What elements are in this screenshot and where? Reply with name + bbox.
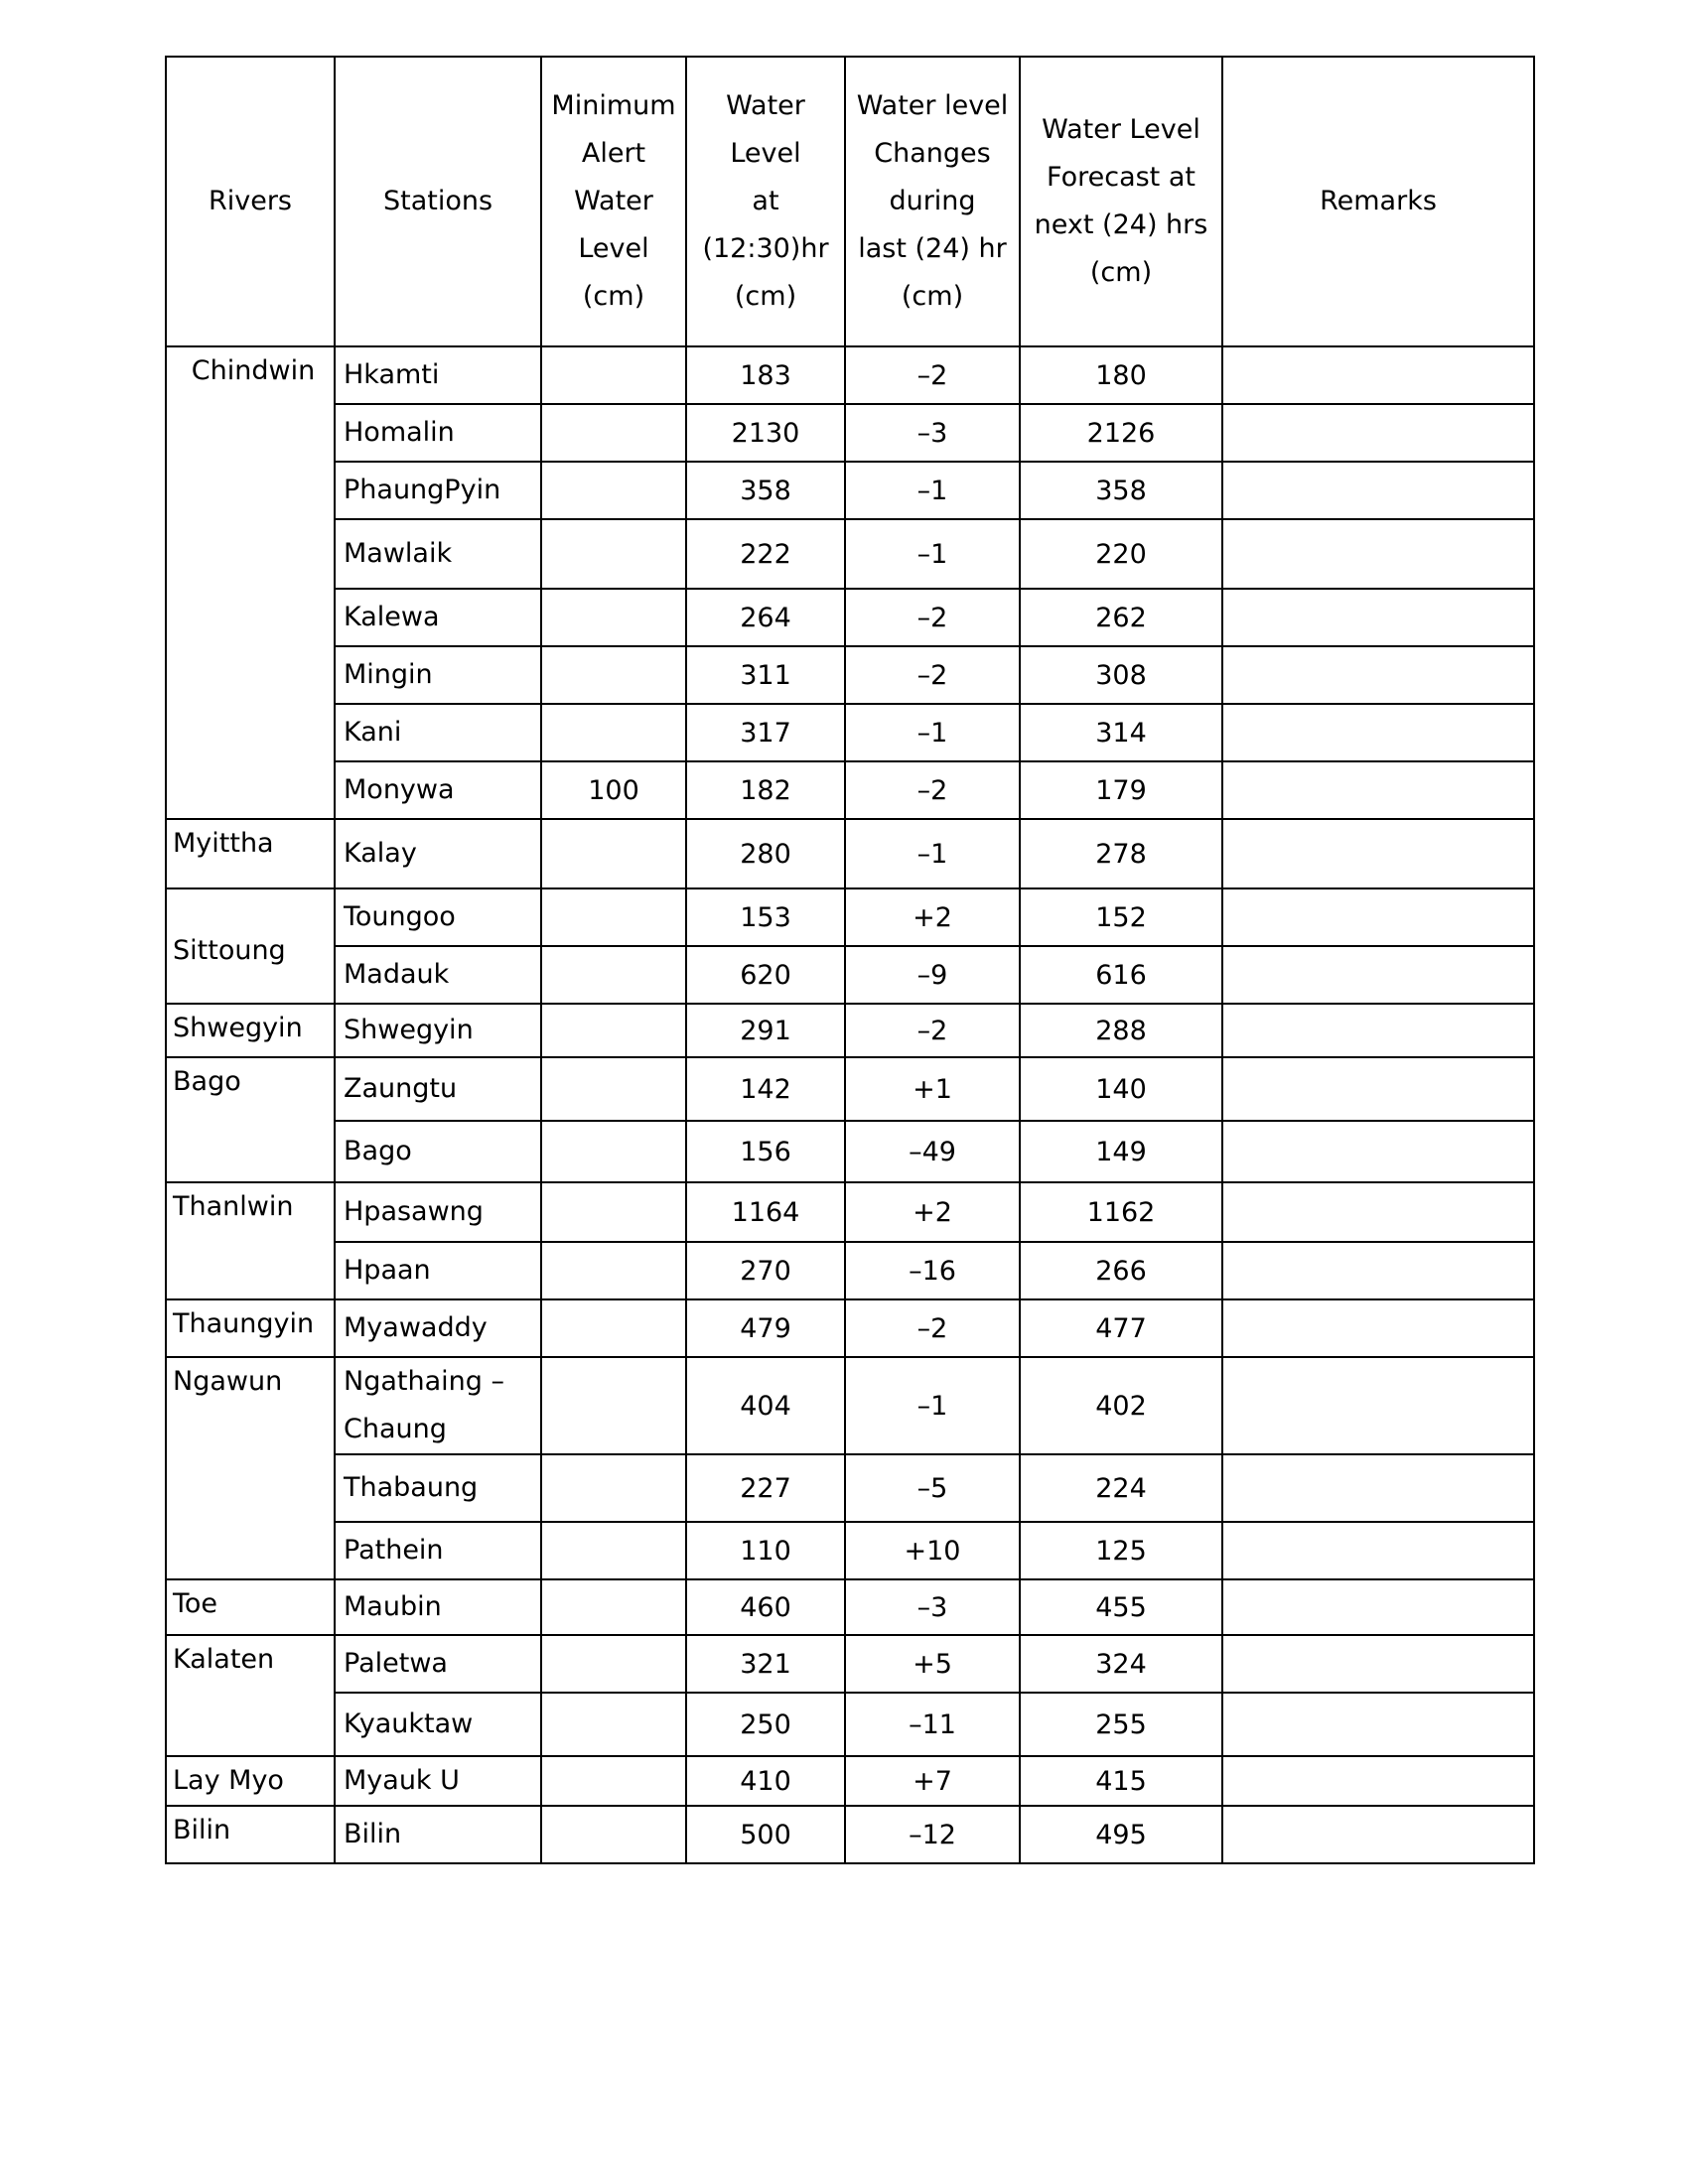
alert-level-cell <box>541 589 686 646</box>
station-cell: Myawaddy <box>335 1299 541 1357</box>
remarks-cell <box>1222 1299 1534 1357</box>
station-cell: Bago <box>335 1121 541 1182</box>
table-row <box>166 1454 1534 1522</box>
alert-level-cell <box>541 404 686 462</box>
level-change-cell: –49 <box>845 1121 1020 1182</box>
header-water-level: Water Level at (12:30)hr (cm) <box>686 57 845 346</box>
alert-level-cell <box>541 646 686 704</box>
table-row <box>166 946 1534 1004</box>
water-level-cell: 142 <box>686 1057 845 1121</box>
alert-level-cell <box>541 1299 686 1357</box>
forecast-cell: 358 <box>1020 462 1222 519</box>
water-level-cell: 291 <box>686 1004 845 1057</box>
station-cell: Hpaan <box>335 1242 541 1299</box>
remarks-cell <box>1222 1454 1534 1522</box>
level-change-cell: –3 <box>845 404 1020 462</box>
water-level-cell: 280 <box>686 819 845 888</box>
forecast-cell: 324 <box>1020 1635 1222 1693</box>
alert-level-cell <box>541 704 686 761</box>
forecast-cell: 224 <box>1020 1454 1222 1522</box>
level-change-cell: –2 <box>845 1004 1020 1057</box>
table-row <box>166 462 1534 519</box>
alert-level-cell <box>541 888 686 946</box>
station-cell: Pathein <box>335 1522 541 1579</box>
station-cell: Maubin <box>335 1579 541 1635</box>
table-row <box>166 1635 1534 1693</box>
level-change-cell: –1 <box>845 1357 1020 1454</box>
level-change-cell: –1 <box>845 819 1020 888</box>
water-level-cell: 620 <box>686 946 845 1004</box>
header-forecast: Water Level Forecast at next (24) hrs (cm) <box>1020 57 1222 346</box>
level-change-cell: –1 <box>845 704 1020 761</box>
remarks-cell <box>1222 1057 1534 1121</box>
forecast-cell: 262 <box>1020 589 1222 646</box>
forecast-cell: 2126 <box>1020 404 1222 462</box>
remarks-cell <box>1222 1693 1534 1756</box>
forecast-cell: 278 <box>1020 819 1222 888</box>
alert-level-cell <box>541 1121 686 1182</box>
table-row <box>166 404 1534 462</box>
river-cell: Toe <box>166 1579 335 1635</box>
alert-level-cell <box>541 462 686 519</box>
level-change-cell: –11 <box>845 1693 1020 1756</box>
station-cell: Mingin <box>335 646 541 704</box>
forecast-cell: 140 <box>1020 1057 1222 1121</box>
table-row <box>166 888 1534 946</box>
level-change-cell: –2 <box>845 646 1020 704</box>
remarks-cell <box>1222 1579 1534 1635</box>
station-cell: Madauk <box>335 946 541 1004</box>
table-row <box>166 646 1534 704</box>
remarks-cell <box>1222 346 1534 404</box>
header-row <box>166 57 1534 346</box>
water-level-cell: 358 <box>686 462 845 519</box>
table-row <box>166 589 1534 646</box>
level-change-cell: –5 <box>845 1454 1020 1522</box>
level-change-cell: –2 <box>845 589 1020 646</box>
forecast-cell: 455 <box>1020 1579 1222 1635</box>
station-cell: Myauk U <box>335 1756 541 1806</box>
remarks-cell <box>1222 761 1534 819</box>
forecast-cell: 152 <box>1020 888 1222 946</box>
table-row <box>166 1182 1534 1242</box>
table-row <box>166 1579 1534 1635</box>
table-row <box>166 1522 1534 1579</box>
river-cell: Bago <box>166 1057 335 1182</box>
level-change-cell: +7 <box>845 1756 1020 1806</box>
station-cell: Kani <box>335 704 541 761</box>
station-cell: Hpasawng <box>335 1182 541 1242</box>
table-row <box>166 346 1534 404</box>
header-rivers: Rivers <box>166 57 335 346</box>
station-cell: Kyauktaw <box>335 1693 541 1756</box>
river-cell: Myittha <box>166 819 335 888</box>
water-level-cell: 404 <box>686 1357 845 1454</box>
river-cell: Thaungyin <box>166 1299 335 1357</box>
table-row <box>166 1693 1534 1756</box>
alert-level-cell <box>541 1454 686 1522</box>
level-change-cell: –12 <box>845 1806 1020 1863</box>
remarks-cell <box>1222 404 1534 462</box>
water-level-cell: 227 <box>686 1454 845 1522</box>
river-cell: Bilin <box>166 1806 335 1863</box>
remarks-cell <box>1222 1182 1534 1242</box>
remarks-cell <box>1222 1756 1534 1806</box>
remarks-cell <box>1222 1004 1534 1057</box>
level-change-cell: –2 <box>845 1299 1020 1357</box>
remarks-cell <box>1222 589 1534 646</box>
remarks-cell <box>1222 1357 1534 1454</box>
water-level-cell: 222 <box>686 519 845 589</box>
remarks-cell <box>1222 646 1534 704</box>
level-change-cell: +1 <box>845 1057 1020 1121</box>
river-cell: Kalaten <box>166 1635 335 1756</box>
level-change-cell: –2 <box>845 761 1020 819</box>
water-level-cell: 110 <box>686 1522 845 1579</box>
level-change-cell: –2 <box>845 346 1020 404</box>
forecast-cell: 616 <box>1020 946 1222 1004</box>
water-level-cell: 321 <box>686 1635 845 1693</box>
station-cell: Hkamti <box>335 346 541 404</box>
table-row <box>166 704 1534 761</box>
alert-level-cell <box>541 1357 686 1454</box>
table-row <box>166 1004 1534 1057</box>
remarks-cell <box>1222 946 1534 1004</box>
table-body <box>166 346 1534 1863</box>
water-level-cell: 479 <box>686 1299 845 1357</box>
river-cell: Thanlwin <box>166 1182 335 1299</box>
forecast-cell: 314 <box>1020 704 1222 761</box>
water-level-table <box>165 56 1535 1864</box>
alert-level-cell <box>541 946 686 1004</box>
table-row <box>166 1057 1534 1121</box>
alert-level-cell <box>541 1182 686 1242</box>
station-cell: Kalewa <box>335 589 541 646</box>
alert-level-cell <box>541 1242 686 1299</box>
table-row <box>166 1242 1534 1299</box>
level-change-cell: –16 <box>845 1242 1020 1299</box>
remarks-cell <box>1222 1635 1534 1693</box>
station-cell: Kalay <box>335 819 541 888</box>
table-row <box>166 1357 1534 1454</box>
remarks-cell <box>1222 1121 1534 1182</box>
alert-level-cell <box>541 519 686 589</box>
remarks-cell <box>1222 1806 1534 1863</box>
level-change-cell: –9 <box>845 946 1020 1004</box>
level-change-cell: +2 <box>845 888 1020 946</box>
water-level-cell: 1164 <box>686 1182 845 1242</box>
forecast-cell: 266 <box>1020 1242 1222 1299</box>
forecast-cell: 308 <box>1020 646 1222 704</box>
alert-level-cell <box>541 1756 686 1806</box>
remarks-cell <box>1222 704 1534 761</box>
forecast-cell: 288 <box>1020 1004 1222 1057</box>
remarks-cell <box>1222 462 1534 519</box>
river-cell: Sittoung <box>166 888 335 1004</box>
station-cell: Homalin <box>335 404 541 462</box>
station-cell: Toungoo <box>335 888 541 946</box>
water-level-cell: 250 <box>686 1693 845 1756</box>
forecast-cell: 255 <box>1020 1693 1222 1756</box>
level-change-cell: +10 <box>845 1522 1020 1579</box>
level-change-cell: –1 <box>845 519 1020 589</box>
header-remarks: Remarks <box>1222 57 1534 346</box>
alert-level-cell <box>541 1057 686 1121</box>
forecast-cell: 1162 <box>1020 1182 1222 1242</box>
remarks-cell <box>1222 1522 1534 1579</box>
water-level-cell: 264 <box>686 589 845 646</box>
station-cell: Bilin <box>335 1806 541 1863</box>
remarks-cell <box>1222 819 1534 888</box>
alert-level-cell <box>541 346 686 404</box>
forecast-cell: 220 <box>1020 519 1222 589</box>
forecast-cell: 402 <box>1020 1357 1222 1454</box>
header-stations: Stations <box>335 57 541 346</box>
level-change-cell: –1 <box>845 462 1020 519</box>
water-level-cell: 156 <box>686 1121 845 1182</box>
water-level-cell: 311 <box>686 646 845 704</box>
water-level-cell: 182 <box>686 761 845 819</box>
forecast-cell: 477 <box>1020 1299 1222 1357</box>
forecast-cell: 125 <box>1020 1522 1222 1579</box>
river-cell: Chindwin <box>166 346 335 819</box>
alert-level-cell <box>541 1693 686 1756</box>
forecast-cell: 495 <box>1020 1806 1222 1863</box>
alert-level-cell <box>541 1522 686 1579</box>
station-cell: Monywa <box>335 761 541 819</box>
water-level-cell: 410 <box>686 1756 845 1806</box>
water-level-cell: 500 <box>686 1806 845 1863</box>
table-row <box>166 1756 1534 1806</box>
station-cell: Shwegyin <box>335 1004 541 1057</box>
station-cell: Thabaung <box>335 1454 541 1522</box>
alert-level-cell <box>541 1004 686 1057</box>
station-cell: Ngathaing – Chaung <box>335 1357 541 1454</box>
header-min-alert: Minimum Alert Water Level (cm) <box>541 57 686 346</box>
table-row <box>166 1806 1534 1863</box>
table-row <box>166 819 1534 888</box>
station-cell: Zaungtu <box>335 1057 541 1121</box>
station-cell: Mawlaik <box>335 519 541 589</box>
river-cell: Shwegyin <box>166 1004 335 1057</box>
table-row <box>166 761 1534 819</box>
alert-level-cell <box>541 819 686 888</box>
water-level-cell: 270 <box>686 1242 845 1299</box>
header-level-changes: Water level Changes during last (24) hr (cm) <box>845 57 1020 346</box>
alert-level-cell: 100 <box>541 761 686 819</box>
water-level-cell: 183 <box>686 346 845 404</box>
forecast-cell: 415 <box>1020 1756 1222 1806</box>
alert-level-cell <box>541 1806 686 1863</box>
remarks-cell <box>1222 888 1534 946</box>
alert-level-cell <box>541 1635 686 1693</box>
water-level-cell: 317 <box>686 704 845 761</box>
level-change-cell: +2 <box>845 1182 1020 1242</box>
water-level-cell: 153 <box>686 888 845 946</box>
table-row <box>166 1121 1534 1182</box>
river-cell: Lay Myo <box>166 1756 335 1806</box>
forecast-cell: 180 <box>1020 346 1222 404</box>
river-cell: Ngawun <box>166 1357 335 1579</box>
level-change-cell: +5 <box>845 1635 1020 1693</box>
table-row <box>166 519 1534 589</box>
water-level-cell: 2130 <box>686 404 845 462</box>
table-row <box>166 1299 1534 1357</box>
station-cell: Paletwa <box>335 1635 541 1693</box>
water-level-cell: 460 <box>686 1579 845 1635</box>
remarks-cell <box>1222 1242 1534 1299</box>
alert-level-cell <box>541 1579 686 1635</box>
level-change-cell: –3 <box>845 1579 1020 1635</box>
remarks-cell <box>1222 519 1534 589</box>
forecast-cell: 179 <box>1020 761 1222 819</box>
forecast-cell: 149 <box>1020 1121 1222 1182</box>
station-cell: PhaungPyin <box>335 462 541 519</box>
